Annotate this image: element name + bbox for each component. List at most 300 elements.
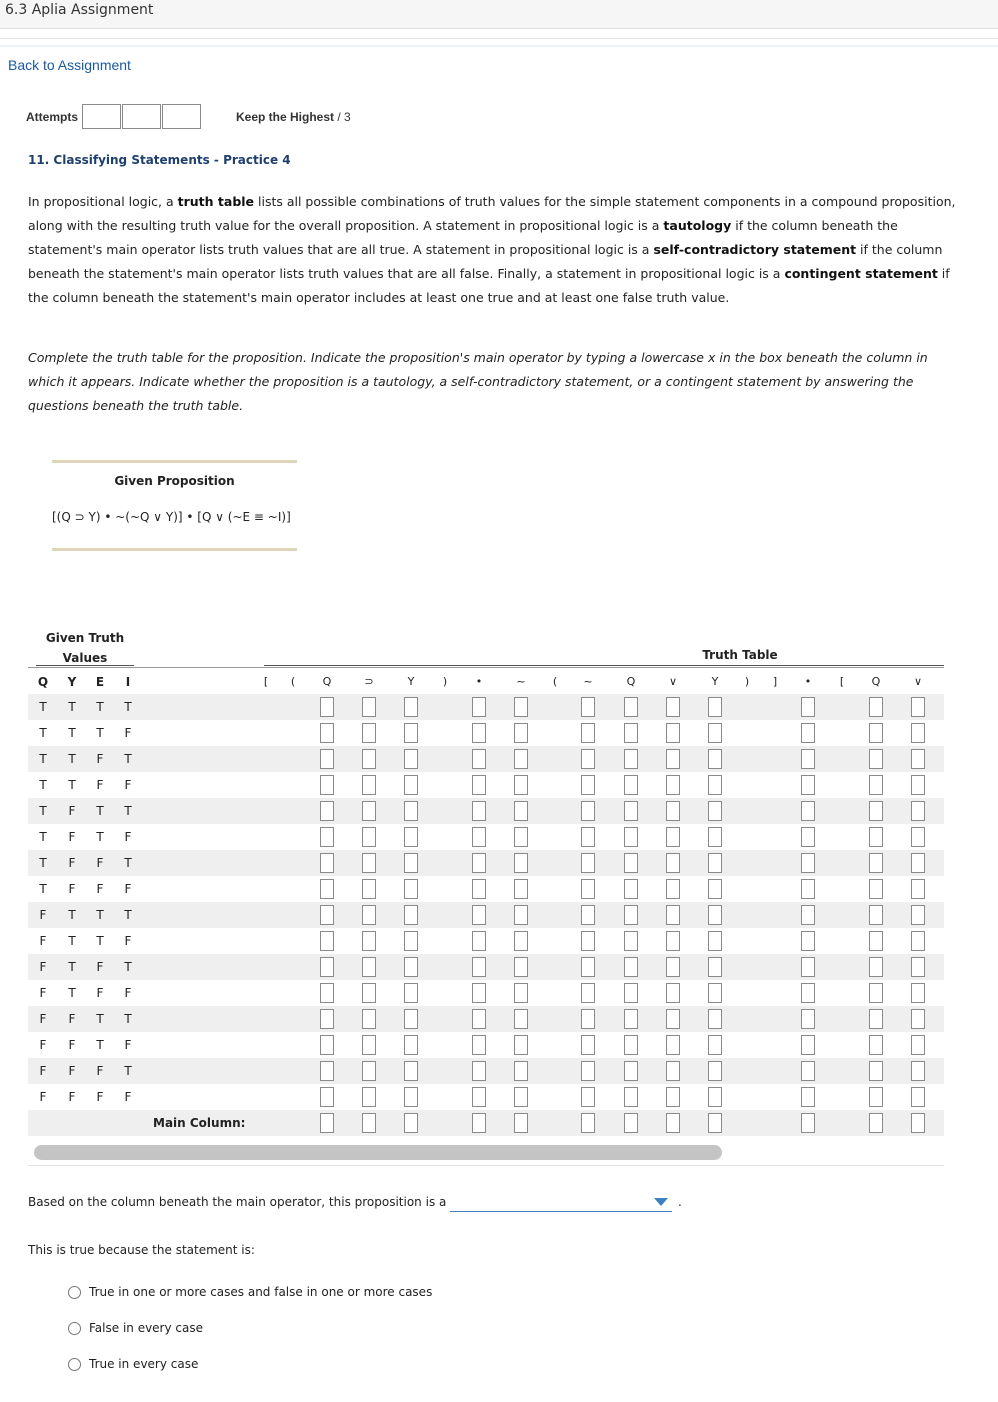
key-term: tautology bbox=[663, 218, 732, 233]
truth-value-input[interactable] bbox=[708, 1087, 722, 1107]
given-truth-value: T bbox=[68, 726, 76, 740]
window-title: 6.3 Aplia Assignment bbox=[5, 2, 154, 18]
given-truth-value: F bbox=[39, 934, 47, 948]
keep-highest-text: Keep the Highest bbox=[236, 110, 335, 124]
truth-value-input[interactable] bbox=[514, 905, 528, 925]
truth-value-input[interactable] bbox=[362, 697, 376, 717]
truth-value-input[interactable] bbox=[581, 827, 595, 847]
truth-value-input[interactable] bbox=[472, 931, 486, 951]
given-truth-value: F bbox=[68, 856, 76, 870]
table-row bbox=[28, 824, 944, 850]
truth-value-input[interactable] bbox=[869, 697, 883, 717]
truth-value-input[interactable] bbox=[514, 697, 528, 717]
truth-value-input[interactable] bbox=[666, 1035, 680, 1055]
truth-value-input[interactable] bbox=[581, 931, 595, 951]
truth-value-input[interactable] bbox=[581, 879, 595, 899]
main-operator-input[interactable] bbox=[666, 1113, 680, 1133]
truth-value-input[interactable] bbox=[869, 801, 883, 821]
truth-value-input[interactable] bbox=[708, 1009, 722, 1029]
truth-value-input[interactable] bbox=[708, 1061, 722, 1081]
truth-value-input[interactable] bbox=[911, 853, 925, 873]
truth-value-input[interactable] bbox=[581, 697, 595, 717]
truth-value-input[interactable] bbox=[624, 749, 638, 769]
truth-value-input[interactable] bbox=[624, 1061, 638, 1081]
truth-value-input[interactable] bbox=[404, 801, 418, 821]
truth-value-input[interactable] bbox=[514, 957, 528, 977]
truth-value-input[interactable] bbox=[624, 879, 638, 899]
truth-value-input[interactable] bbox=[869, 957, 883, 977]
truth-value-input[interactable] bbox=[472, 827, 486, 847]
given-col-header: I bbox=[125, 675, 131, 689]
truth-value-input[interactable] bbox=[666, 1009, 680, 1029]
truth-value-input[interactable] bbox=[581, 853, 595, 873]
truth-value-input[interactable] bbox=[869, 853, 883, 873]
truth-value-input[interactable] bbox=[320, 983, 334, 1003]
given-truth-value: F bbox=[124, 882, 132, 896]
given-truth-value: T bbox=[124, 804, 132, 818]
truth-value-input[interactable] bbox=[404, 957, 418, 977]
truth-value-input[interactable] bbox=[514, 1009, 528, 1029]
instructions-paragraph: Complete the truth table for the proposition. Indicate the proposition's main operator by typing a lowercase x in the box beneath the column in which it appears. Indicate whether the proposition is a tautology, a self-contradictory statement, or a contingent statement by answering the questions beneath the truth table. bbox=[28, 350, 928, 413]
truth-value-input[interactable] bbox=[472, 801, 486, 821]
table-row bbox=[28, 720, 944, 746]
truth-value-input[interactable] bbox=[666, 723, 680, 743]
truth-value-input[interactable] bbox=[320, 957, 334, 977]
truth-value-input[interactable] bbox=[624, 1009, 638, 1029]
truth-value-input[interactable] bbox=[362, 931, 376, 951]
truth-value-input[interactable] bbox=[624, 1035, 638, 1055]
given-truth-value: T bbox=[39, 700, 47, 714]
truth-value-input[interactable] bbox=[801, 827, 815, 847]
key-term: self-contradictory statement bbox=[653, 242, 857, 257]
truth-value-input[interactable] bbox=[320, 879, 334, 899]
truth-value-input[interactable] bbox=[708, 775, 722, 795]
truth-value-input[interactable] bbox=[801, 905, 815, 925]
truth-value-input[interactable] bbox=[666, 853, 680, 873]
truth-value-input[interactable] bbox=[911, 957, 925, 977]
truth-value-input[interactable] bbox=[362, 905, 376, 925]
truth-value-input[interactable] bbox=[801, 1009, 815, 1029]
truth-value-input[interactable] bbox=[320, 827, 334, 847]
given-truth-value: T bbox=[68, 700, 76, 714]
truth-value-input[interactable] bbox=[624, 1087, 638, 1107]
radio-button-icon[interactable] bbox=[68, 1358, 81, 1371]
truth-value-input[interactable] bbox=[404, 775, 418, 795]
truth-value-input[interactable] bbox=[514, 879, 528, 899]
table-row bbox=[28, 798, 944, 824]
given-truth-value: F bbox=[124, 830, 132, 844]
window-titlebar bbox=[0, 0, 998, 29]
truth-value-input[interactable] bbox=[472, 775, 486, 795]
given-truth-value: T bbox=[39, 778, 47, 792]
proposition-col-header: Q bbox=[626, 675, 636, 688]
truth-value-input[interactable] bbox=[320, 775, 334, 795]
truth-value-input[interactable] bbox=[514, 853, 528, 873]
given-truth-value: T bbox=[96, 726, 104, 740]
given-truth-value: T bbox=[68, 986, 76, 1000]
truth-value-input[interactable] bbox=[472, 1035, 486, 1055]
given-truth-value: T bbox=[124, 960, 132, 974]
main-operator-input[interactable] bbox=[404, 1113, 418, 1133]
radio-button-icon[interactable] bbox=[68, 1286, 81, 1299]
truth-value-input[interactable] bbox=[362, 723, 376, 743]
truth-value-input[interactable] bbox=[472, 905, 486, 925]
truth-value-input[interactable] bbox=[404, 879, 418, 899]
truth-value-input[interactable] bbox=[404, 697, 418, 717]
truth-value-input[interactable] bbox=[666, 775, 680, 795]
truth-value-input[interactable] bbox=[708, 749, 722, 769]
truth-value-input[interactable] bbox=[911, 697, 925, 717]
proposition-col-header: Y bbox=[711, 675, 719, 688]
truth-value-input[interactable] bbox=[666, 1061, 680, 1081]
truth-value-input[interactable] bbox=[911, 801, 925, 821]
truth-value-input[interactable] bbox=[624, 801, 638, 821]
truth-value-input[interactable] bbox=[362, 1061, 376, 1081]
key-term: truth table bbox=[177, 194, 255, 209]
given-truth-value: F bbox=[96, 882, 104, 896]
truth-value-input[interactable] bbox=[708, 697, 722, 717]
table-row bbox=[28, 928, 944, 954]
main-operator-input[interactable] bbox=[869, 1113, 883, 1133]
proposition-col-header: • bbox=[804, 675, 812, 688]
truth-value-input[interactable] bbox=[472, 957, 486, 977]
truth-value-input[interactable] bbox=[514, 1035, 528, 1055]
truth-value-input[interactable] bbox=[666, 957, 680, 977]
truth-value-input[interactable] bbox=[320, 853, 334, 873]
truth-value-input[interactable] bbox=[911, 879, 925, 899]
truth-value-input[interactable] bbox=[708, 1035, 722, 1055]
truth-value-input[interactable] bbox=[362, 957, 376, 977]
main-operator-input[interactable] bbox=[708, 1113, 722, 1133]
back-to-assignment-link[interactable]: Back to Assignment bbox=[8, 57, 131, 73]
truth-value-input[interactable] bbox=[362, 1035, 376, 1055]
truth-value-input[interactable] bbox=[472, 1061, 486, 1081]
truth-value-input[interactable] bbox=[581, 749, 595, 769]
given-truth-value: T bbox=[124, 856, 132, 870]
given-col-header: E bbox=[95, 675, 105, 689]
proposition-col-header: ⊃ bbox=[364, 675, 374, 688]
proposition-col-header: • bbox=[475, 675, 483, 688]
truth-value-input[interactable] bbox=[404, 827, 418, 847]
main-operator-input[interactable] bbox=[472, 1113, 486, 1133]
truth-heading-underline bbox=[264, 665, 944, 666]
given-truth-value: F bbox=[96, 1090, 104, 1104]
truth-value-input[interactable] bbox=[514, 1061, 528, 1081]
main-operator-input[interactable] bbox=[320, 1113, 334, 1133]
truth-value-input[interactable] bbox=[320, 1009, 334, 1029]
truth-value-input[interactable] bbox=[581, 775, 595, 795]
truth-value-input[interactable] bbox=[362, 801, 376, 821]
truth-value-input[interactable] bbox=[320, 801, 334, 821]
truth-value-input[interactable] bbox=[581, 723, 595, 743]
truth-value-input[interactable] bbox=[514, 801, 528, 821]
truth-value-input[interactable] bbox=[708, 853, 722, 873]
truth-value-input[interactable] bbox=[801, 957, 815, 977]
intro-text: if the column beneath the statement's main operator lists truth values that are all false. Finally, a statement in propositional logic is a bbox=[28, 242, 943, 281]
truth-value-input[interactable] bbox=[472, 1087, 486, 1107]
proposition-col-header: ) bbox=[442, 675, 448, 688]
truth-value-input[interactable] bbox=[362, 827, 376, 847]
given-truth-value: T bbox=[96, 1012, 104, 1026]
truth-value-input[interactable] bbox=[581, 1087, 595, 1107]
truth-value-input[interactable] bbox=[404, 1035, 418, 1055]
proposition-col-header: ( bbox=[552, 675, 558, 688]
truth-value-input[interactable] bbox=[708, 723, 722, 743]
truth-value-input[interactable] bbox=[624, 827, 638, 847]
main-operator-input[interactable] bbox=[362, 1113, 376, 1133]
truth-value-input[interactable] bbox=[362, 1087, 376, 1107]
truth-value-input[interactable] bbox=[869, 983, 883, 1003]
proposition-col-header: ~ bbox=[516, 675, 526, 688]
given-truth-value: T bbox=[39, 804, 47, 818]
given-truth-value: F bbox=[124, 726, 132, 740]
given-truth-value: T bbox=[68, 960, 76, 974]
given-truth-value: F bbox=[39, 960, 47, 974]
truth-value-input[interactable] bbox=[801, 879, 815, 899]
truth-value-input[interactable] bbox=[320, 697, 334, 717]
truth-value-input[interactable] bbox=[472, 879, 486, 899]
truth-value-input[interactable] bbox=[624, 723, 638, 743]
intro-text: lists all possible combinations of truth values for the simple statement components in a compound proposition, along with the resulting truth value for the overall proposition. A statement in propositional logic is a bbox=[28, 194, 956, 233]
truth-value-input[interactable] bbox=[801, 1061, 815, 1081]
truth-value-input[interactable] bbox=[320, 1061, 334, 1081]
truth-value-input[interactable] bbox=[911, 931, 925, 951]
truth-value-input[interactable] bbox=[581, 905, 595, 925]
truth-value-input[interactable] bbox=[514, 775, 528, 795]
given-truth-value: T bbox=[124, 752, 132, 766]
radio-button-icon[interactable] bbox=[68, 1322, 81, 1335]
truth-value-input[interactable] bbox=[362, 1009, 376, 1029]
given-truth-value: T bbox=[39, 752, 47, 766]
truth-value-input[interactable] bbox=[708, 983, 722, 1003]
truth-value-input[interactable] bbox=[581, 801, 595, 821]
truth-value-input[interactable] bbox=[911, 905, 925, 925]
truth-value-input[interactable] bbox=[869, 905, 883, 925]
proposition-text: [(Q ⊃ Y) • ~(~Q ∨ Y)] • [Q ∨ (~E ≡ ~I)] bbox=[52, 510, 291, 524]
given-truth-value: F bbox=[68, 1012, 76, 1026]
given-col-header: Q bbox=[37, 675, 49, 689]
main-column-row bbox=[28, 1110, 944, 1136]
main-operator-input[interactable] bbox=[624, 1113, 638, 1133]
truth-value-input[interactable] bbox=[404, 1061, 418, 1081]
scrollbar-thumb[interactable] bbox=[34, 1145, 722, 1160]
intro-text: if the column beneath the statement's main operator includes at least one true and at least one false truth value. bbox=[28, 266, 950, 305]
given-truth-value: T bbox=[68, 752, 76, 766]
truth-value-input[interactable] bbox=[801, 749, 815, 769]
truth-value-input[interactable] bbox=[320, 1087, 334, 1107]
truth-value-input[interactable] bbox=[472, 853, 486, 873]
truth-value-input[interactable] bbox=[869, 879, 883, 899]
truth-value-input[interactable] bbox=[320, 931, 334, 951]
truth-value-input[interactable] bbox=[581, 1009, 595, 1029]
truth-value-input[interactable] bbox=[624, 853, 638, 873]
given-truth-value: T bbox=[96, 804, 104, 818]
truth-value-input[interactable] bbox=[472, 723, 486, 743]
truth-value-input[interactable] bbox=[472, 1009, 486, 1029]
truth-value-input[interactable] bbox=[801, 1035, 815, 1055]
truth-value-input[interactable] bbox=[801, 697, 815, 717]
table-row bbox=[28, 902, 944, 928]
truth-value-input[interactable] bbox=[911, 1087, 925, 1107]
truth-value-input[interactable] bbox=[708, 931, 722, 951]
given-truth-value: F bbox=[39, 1012, 47, 1026]
truth-value-input[interactable] bbox=[666, 697, 680, 717]
truth-value-input[interactable] bbox=[624, 905, 638, 925]
truth-value-input[interactable] bbox=[624, 931, 638, 951]
given-truth-value: T bbox=[124, 1012, 132, 1026]
truth-value-input[interactable] bbox=[911, 723, 925, 743]
attempt-box-1 bbox=[82, 104, 121, 129]
truth-value-input[interactable] bbox=[666, 905, 680, 925]
truth-value-input[interactable] bbox=[869, 1087, 883, 1107]
truth-value-input[interactable] bbox=[666, 749, 680, 769]
truth-value-input[interactable] bbox=[320, 723, 334, 743]
truth-value-input[interactable] bbox=[708, 801, 722, 821]
table-header-rule bbox=[28, 667, 944, 668]
truth-table-heading: Truth Table bbox=[702, 648, 778, 662]
truth-value-input[interactable] bbox=[911, 1061, 925, 1081]
proposition-col-header: Q bbox=[322, 675, 332, 688]
truth-value-input[interactable] bbox=[708, 905, 722, 925]
truth-value-input[interactable] bbox=[869, 749, 883, 769]
truth-value-input[interactable] bbox=[581, 983, 595, 1003]
truth-value-input[interactable] bbox=[869, 931, 883, 951]
truth-value-input[interactable] bbox=[801, 801, 815, 821]
given-truth-value: T bbox=[68, 908, 76, 922]
divider bbox=[0, 38, 998, 39]
given-truth-value: F bbox=[68, 1064, 76, 1078]
truth-value-input[interactable] bbox=[472, 983, 486, 1003]
truth-value-input[interactable] bbox=[404, 749, 418, 769]
truth-value-input[interactable] bbox=[514, 723, 528, 743]
truth-value-input[interactable] bbox=[666, 931, 680, 951]
truth-value-input[interactable] bbox=[801, 775, 815, 795]
truth-value-input[interactable] bbox=[472, 697, 486, 717]
truth-value-input[interactable] bbox=[666, 1087, 680, 1107]
truth-value-input[interactable] bbox=[869, 1035, 883, 1055]
truth-value-input[interactable] bbox=[581, 957, 595, 977]
truth-value-input[interactable] bbox=[404, 723, 418, 743]
truth-value-input[interactable] bbox=[362, 775, 376, 795]
given-truth-value: T bbox=[124, 1064, 132, 1078]
question-title: 11. Classifying Statements - Practice 4 bbox=[28, 153, 291, 167]
truth-value-input[interactable] bbox=[666, 801, 680, 821]
truth-value-input[interactable] bbox=[362, 879, 376, 899]
truth-value-input[interactable] bbox=[869, 1061, 883, 1081]
truth-value-input[interactable] bbox=[911, 827, 925, 847]
table-row bbox=[28, 1032, 944, 1058]
truth-value-input[interactable] bbox=[666, 827, 680, 847]
truth-value-input[interactable] bbox=[801, 983, 815, 1003]
given-truth-value: T bbox=[39, 856, 47, 870]
given-truth-value: F bbox=[96, 856, 104, 870]
truth-value-input[interactable] bbox=[911, 1009, 925, 1029]
proposition-col-header: ∨ bbox=[913, 675, 923, 688]
intro-text: In propositional logic, a bbox=[28, 194, 178, 209]
truth-value-input[interactable] bbox=[514, 827, 528, 847]
given-truth-value: T bbox=[39, 882, 47, 896]
truth-value-input[interactable] bbox=[624, 957, 638, 977]
attempt-count: / 3 bbox=[334, 110, 351, 124]
truth-value-input[interactable] bbox=[404, 931, 418, 951]
truth-value-input[interactable] bbox=[708, 827, 722, 847]
table-row bbox=[28, 1058, 944, 1084]
truth-value-input[interactable] bbox=[911, 983, 925, 1003]
truth-value-input[interactable] bbox=[624, 983, 638, 1003]
given-truth-value: F bbox=[96, 1064, 104, 1078]
given-truth-value: F bbox=[68, 1090, 76, 1104]
reason-question: This is true because the statement is: bbox=[28, 1243, 255, 1257]
truth-value-input[interactable] bbox=[911, 775, 925, 795]
truth-value-input[interactable] bbox=[514, 749, 528, 769]
given-truth-value: F bbox=[124, 986, 132, 1000]
truth-value-input[interactable] bbox=[666, 983, 680, 1003]
given-truth-value: F bbox=[96, 986, 104, 1000]
truth-value-input[interactable] bbox=[666, 879, 680, 899]
truth-value-input[interactable] bbox=[581, 1061, 595, 1081]
truth-value-input[interactable] bbox=[801, 853, 815, 873]
truth-value-input[interactable] bbox=[911, 749, 925, 769]
truth-value-input[interactable] bbox=[362, 983, 376, 1003]
main-operator-input[interactable] bbox=[911, 1113, 925, 1133]
reason-option-label: True in every case bbox=[89, 1357, 199, 1371]
truth-value-input[interactable] bbox=[624, 775, 638, 795]
truth-value-input[interactable] bbox=[869, 723, 883, 743]
truth-value-input[interactable] bbox=[869, 1009, 883, 1029]
truth-value-input[interactable] bbox=[801, 931, 815, 951]
truth-value-input[interactable] bbox=[514, 983, 528, 1003]
classification-dropdown[interactable] bbox=[450, 1192, 672, 1212]
truth-value-input[interactable] bbox=[472, 749, 486, 769]
proposition-col-header: [ bbox=[839, 675, 845, 688]
given-truth-value: T bbox=[96, 1038, 104, 1052]
truth-value-input[interactable] bbox=[869, 775, 883, 795]
truth-value-input[interactable] bbox=[404, 983, 418, 1003]
main-operator-input[interactable] bbox=[801, 1113, 815, 1133]
truth-value-input[interactable] bbox=[801, 723, 815, 743]
truth-value-input[interactable] bbox=[404, 1009, 418, 1029]
truth-value-input[interactable] bbox=[320, 749, 334, 769]
proposition-heading: Given Proposition bbox=[114, 474, 235, 488]
truth-value-input[interactable] bbox=[404, 1087, 418, 1107]
horizontal-scrollbar[interactable] bbox=[28, 1140, 944, 1166]
proposition-col-header: Q bbox=[871, 675, 881, 688]
truth-value-input[interactable] bbox=[708, 879, 722, 899]
truth-value-input[interactable] bbox=[708, 957, 722, 977]
table-row bbox=[28, 954, 944, 980]
main-operator-input[interactable] bbox=[514, 1113, 528, 1133]
truth-value-input[interactable] bbox=[320, 1035, 334, 1055]
table-row bbox=[28, 850, 944, 876]
truth-value-input[interactable] bbox=[801, 1087, 815, 1107]
proposition-col-header: Y bbox=[407, 675, 415, 688]
truth-value-input[interactable] bbox=[362, 853, 376, 873]
truth-value-input[interactable] bbox=[514, 1087, 528, 1107]
main-operator-input[interactable] bbox=[581, 1113, 595, 1133]
truth-value-input[interactable] bbox=[911, 1035, 925, 1055]
proposition-col-header: ∨ bbox=[668, 675, 678, 688]
truth-value-input[interactable] bbox=[514, 931, 528, 951]
proposition-col-header: ) bbox=[744, 675, 750, 688]
truth-value-input[interactable] bbox=[404, 853, 418, 873]
truth-value-input[interactable] bbox=[320, 905, 334, 925]
truth-value-input[interactable] bbox=[624, 697, 638, 717]
truth-value-input[interactable] bbox=[404, 905, 418, 925]
truth-value-input[interactable] bbox=[581, 1035, 595, 1055]
truth-value-input[interactable] bbox=[869, 827, 883, 847]
given-truth-value: T bbox=[124, 908, 132, 922]
truth-value-input[interactable] bbox=[362, 749, 376, 769]
